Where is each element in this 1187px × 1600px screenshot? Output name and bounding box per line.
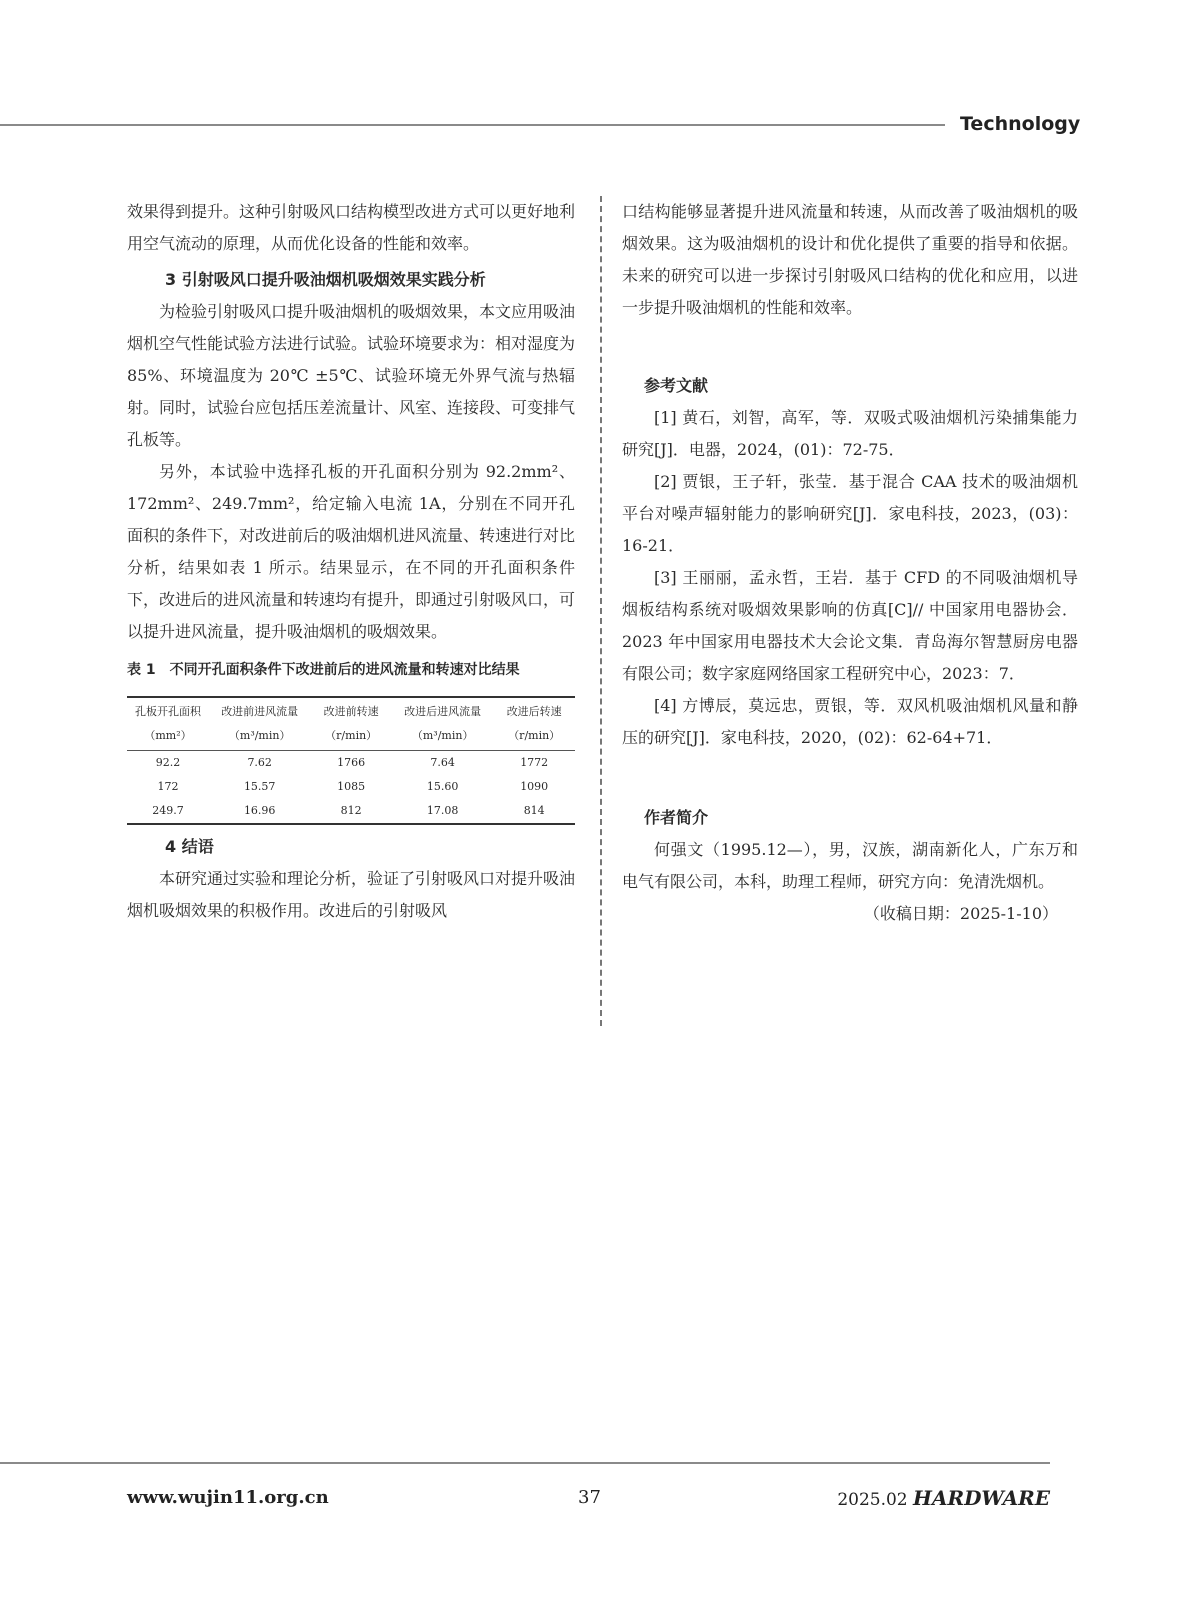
- table-cell: 1772: [520, 756, 549, 769]
- table-cell: 15.60: [426, 780, 459, 793]
- references-title: 参考文献: [644, 376, 709, 395]
- table-header-cell: 改进前转速（r/min）: [323, 705, 379, 742]
- author-title: 作者简介: [644, 808, 709, 827]
- footer-url: www.wujin11.org.cn: [127, 1487, 329, 1508]
- table-cell: 814: [523, 804, 545, 817]
- left-paragraph-1: 效果得到提升。这种引射吸风口结构模型改进方式可以更好地利用空气流动的原理，从而优化设备的性能和效率。: [127, 202, 576, 253]
- table-cell: 1090: [520, 780, 549, 793]
- table-cell: 1766: [337, 756, 366, 769]
- table-header-cell: 改进后转速（r/min）: [506, 705, 562, 742]
- table-header-cell: 改进前进风流量（m³/min）: [221, 705, 299, 742]
- received-date: （收稿日期：2025-1-10）: [863, 904, 1058, 923]
- reference-item: [1] 黄石，刘智，高军，等．双吸式吸油烟机污染捕集能力研究[J]．电器，2024，(01)：72-75．: [622, 408, 1078, 459]
- issue-date: 2025.02: [837, 1490, 908, 1510]
- section-tag: Technology: [960, 113, 1081, 135]
- table-header-cell: 孔板开孔面积（mm²）: [134, 705, 201, 742]
- table-row: [127, 775, 575, 799]
- table-cell: 92.2: [155, 756, 181, 769]
- column-divider: [600, 196, 602, 1026]
- header-rule: [0, 124, 945, 126]
- table-cell: 16.96: [243, 804, 276, 817]
- table-header-cell: 改进后进风流量（m³/min）: [404, 705, 482, 742]
- right-column: [622, 196, 1078, 930]
- right-paragraph-1: 口结构能够显著提升进风流量和转速，从而改善了吸油烟机的吸烟效果。这为吸油烟机的设计和优化提供了重要的指导和依据。未来的研究可以进一步探讨引射吸风口结构的优化和应用，以进一步提升吸油烟机的性能和效率。: [622, 202, 1078, 317]
- table-row: [127, 799, 575, 824]
- left-paragraph-3: 另外，本试验中选择孔板的开孔面积分别为 92.2mm²、172mm²、249.7mm²，给定输入电流 1A，分别在不同开孔面积的条件下，对改进前后的吸油烟机进风流量、转速进行对比分析，结果如表 1 所示。结果显示，在不同的开孔面积条件下，改进后的进风流量和转速均有提升，即通过引射吸风口，可以提升进风流量，提升吸油烟机的吸烟效果。: [127, 462, 576, 641]
- table-cell: 249.7: [152, 804, 184, 817]
- reference-item: [3] 王丽丽，孟永哲，王岩．基于 CFD 的不同吸油烟机导烟板结构系统对吸烟效果影响的仿真[C]// 中国家用电器协会．2023 年中国家用电器技术大会论文集．青岛海尔智慧厨房电器有限公司；数字家庭网络国家工程研究中心，2023：7．: [622, 568, 1078, 683]
- footer-issue: [837, 1486, 1050, 1510]
- footer-rule: [0, 1462, 1050, 1464]
- reference-item: [2] 贾银，王子轩，张莹．基于混合 CAA 技术的吸油烟机平台对噪声辐射能力的影响研究[J]．家电科技，2023，(03)：16-21．: [622, 472, 1078, 555]
- page-number: 37: [578, 1487, 601, 1508]
- author-text: 何强文（1995.12—），男，汉族，湖南新化人，广东万和电气有限公司，本科，助理工程师，研究方向：免清洗烟机。: [622, 840, 1078, 891]
- table-row: [127, 751, 575, 776]
- table-caption: 表 1 不同开孔面积条件下改进前后的进风流量和转速对比结果: [127, 662, 520, 678]
- left-column: [127, 196, 575, 927]
- section-4-title: 4 结语: [165, 837, 214, 856]
- comparison-table: [127, 696, 575, 825]
- section-3-title: 3 引射吸风口提升吸油烟机吸烟效果实践分析: [165, 270, 486, 289]
- table-cell: 172: [157, 780, 179, 793]
- left-paragraph-4: 本研究通过实验和理论分析，验证了引射吸风口对提升吸油烟机吸烟效果的积极作用。改进后的引射吸风: [127, 869, 576, 920]
- reference-item: [4] 方博辰，莫远忠，贾银，等．双风机吸油烟机风量和静压的研究[J]．家电科技，2020，(02)：62-64+71．: [622, 696, 1078, 747]
- table-cell: 812: [340, 804, 362, 817]
- table-cell: 15.57: [243, 780, 276, 793]
- table-cell: 1085: [337, 780, 366, 793]
- table-header-row: [127, 697, 575, 751]
- table-cell: 17.08: [426, 804, 459, 817]
- table-cell: 7.64: [430, 756, 455, 769]
- left-paragraph-2: 为检验引射吸风口提升吸油烟机的吸烟效果，本文应用吸油烟机空气性能试验方法进行试验。试验环境要求为：相对湿度为 85%、环境温度为 20℃ ±5℃、试验环境无外界气流与热辐射。同时，试验台应包括压差流量计、风室、连接段、可变排气孔板等。: [127, 302, 576, 449]
- table-cell: 7.62: [247, 756, 272, 769]
- magazine-name: HARDWARE: [913, 1486, 1050, 1510]
